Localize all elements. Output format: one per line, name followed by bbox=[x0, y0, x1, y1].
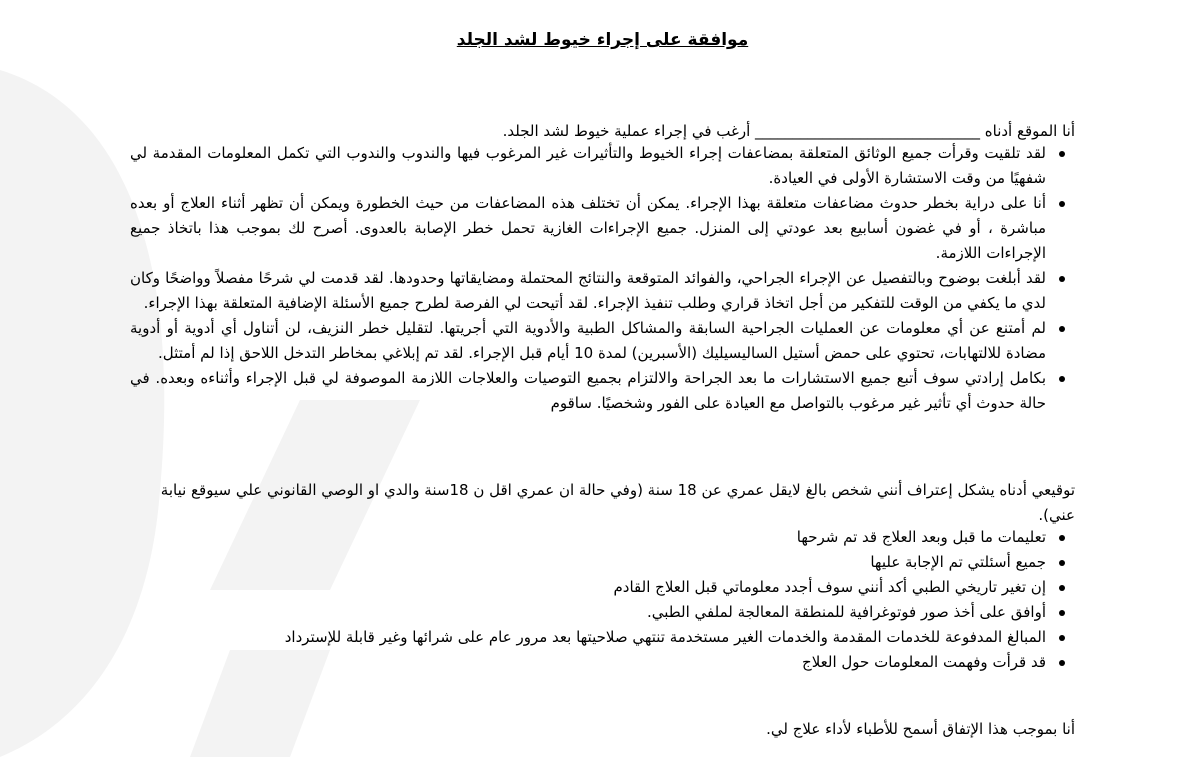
consent-point: لم أمتنع عن أي معلومات عن العمليات الجراحية السابقة والمشاكل الطبية والأدوية التي أجريتها. لتقليل خطر النزيف، لن أتناول أي أدوية أو أدوية مضادة للالتهابات، تحتوي على حمض أستيل الساليسيليك (الأسبرين) لمدة 10 أيام قبل الإجراء. لقد تم إبلاغي بمخاطر التدخل اللاحق إذا لم أمتثل. bbox=[130, 316, 1046, 366]
document-title: موافقة على إجراء خيوط لشد الجلد bbox=[456, 30, 749, 50]
acknowledgement-item: أوافق على أخذ صور فوتوغرافية للمنطقة المعالجة لملفي الطبي. bbox=[130, 600, 1046, 625]
consent-point: لقد تلقيت وقرأت جميع الوثائق المتعلقة بمضاعفات إجراء الخيوط والتأثيرات غير المرغوب فيها والندوب والندوب التي تكمل المعلومات المقدمة لي شفهيًا من وقت الاستشارة الأولى في العيادة. bbox=[130, 141, 1046, 191]
consent-points-list bbox=[130, 141, 1075, 416]
acknowledgements-list bbox=[130, 525, 1075, 675]
acknowledgement-item: جميع أسئلتي تم الإجابة عليها bbox=[130, 550, 1046, 575]
consent-point: بكامل إرادتي سوف أتبع جميع الاستشارات ما بعد الجراحة والالتزام بجميع التوصيات والعلاجات اللازمة الموصوفة لي قبل الإجراء وأثناءه وبعده. في حالة حدوث أي تأثير غير مرغوب بالتواصل مع العيادة على الفور وشخصيًا. ساقوم bbox=[130, 366, 1046, 416]
consent-point: أنا على دراية بخطر حدوث مضاعفات متعلقة بهذا الإجراء. يمكن أن تختلف هذه المضاعفات من حيث الخطورة ويمكن أن تظهر أثناء العلاج أو بعده مباشرة ، أو في غضون أسابيع بعد عودتي إلى المنزل. جميع الإجراءات الغازية تحمل خطر الإصابة بالعدوى. أصرح لك بموجب هذا باتخاذ جميع الإجراءات اللازمة. bbox=[130, 191, 1046, 266]
consent-point: لقد أبلغت بوضوح وبالتفصيل عن الإجراء الجراحي، والفوائد المتوقعة والنتائج المحتملة ومضايقاتها وحدودها. لقد قدمت لي شرحًا مفصلاً وواضحًا وكان لدي ما يكفي من الوقت للتفكير من أجل اتخاذ قراري وطلب تنفيذ الإجراء. لقد أتيحت لي الفرصة لطرح جميع الأسئلة الإضافية المتعلقة بهذا الإجراء. bbox=[130, 266, 1046, 316]
final-consent-statement: أنا بموجب هذا الإتفاق أسمح للأطباء لأداء علاج لي. bbox=[766, 720, 1075, 738]
acknowledgement-item: قد قرأت وفهمت المعلومات حول العلاج bbox=[130, 650, 1046, 675]
consent-document bbox=[130, 0, 1075, 757]
acknowledgement-item: المبالغ المدفوعة للخدمات المقدمة والخدمات الغير مستخدمة تنتهي صلاحيتها بعد مرور عام على شرائها وغير قابلة للإسترداد bbox=[130, 625, 1046, 650]
acknowledgement-item: إن تغير تاريخي الطبي أكد أنني سوف أجدد معلوماتي قبل العلاج القادم bbox=[130, 575, 1046, 600]
intro-statement: أنا الموقع أدناه ______________________________ أرغب في إجراء عملية خيوط لشد الجلد. bbox=[502, 122, 1075, 140]
acknowledgement-item: تعليمات ما قبل وبعد العلاج قد تم شرحها bbox=[130, 525, 1046, 550]
signature-acknowledgement-paragraph: توقيعي أدناه يشكل إعتراف أنني شخص بالغ لايقل عمري عن 18 سنة (وفي حالة ان عمري اقل ن 18سنة والدي او الوصي القانوني علي سيوقع نيابة عني). bbox=[160, 481, 1075, 524]
